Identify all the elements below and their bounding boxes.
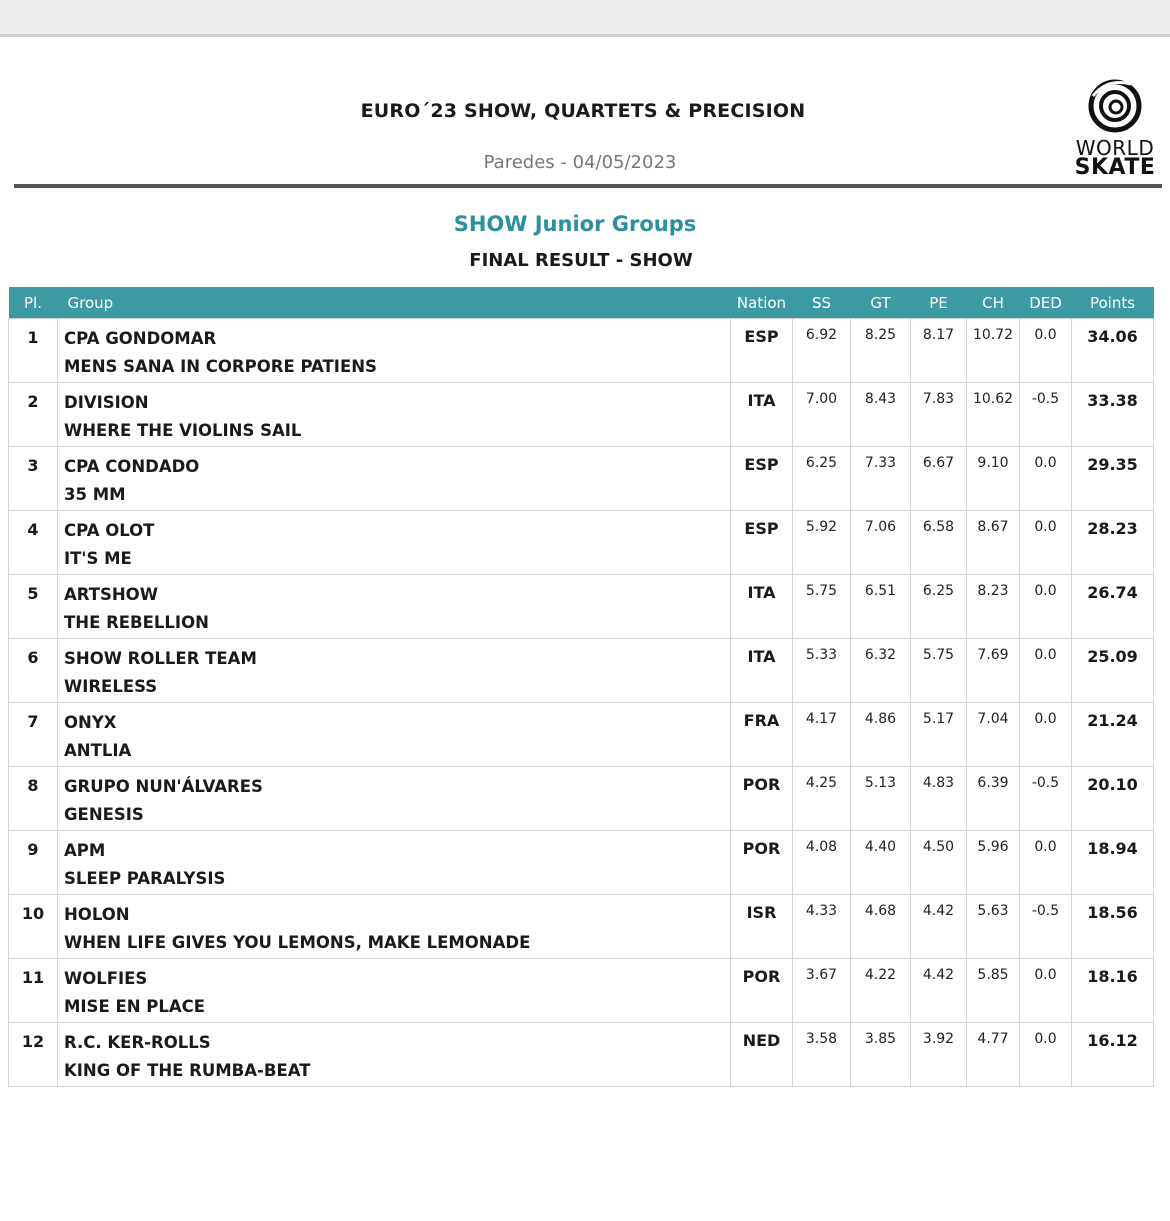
table-row xyxy=(9,703,1154,767)
nation-cell xyxy=(731,831,793,895)
table-row xyxy=(9,575,1154,639)
points-cell xyxy=(1072,447,1154,511)
table-row xyxy=(9,639,1154,703)
points-total: 28.23 xyxy=(1087,519,1138,538)
points-total: 20.10 xyxy=(1087,775,1138,794)
gt-score: 4.68 xyxy=(864,903,897,919)
pe-score: 7.83 xyxy=(922,391,955,407)
nation-cell xyxy=(731,383,793,447)
points-total: 34.06 xyxy=(1087,327,1138,346)
points-total: 18.16 xyxy=(1087,967,1138,986)
pe-score: 6.67 xyxy=(922,455,955,471)
group-cell xyxy=(58,1023,731,1087)
gt-cell xyxy=(851,511,911,575)
table-row xyxy=(9,767,1154,831)
category-title: SHOW Junior Groups xyxy=(453,212,697,236)
event-title: EURO´23 SHOW, QUARTETS & PRECISION xyxy=(360,100,806,122)
place-cell xyxy=(9,767,58,831)
group-cell xyxy=(58,319,731,383)
gt-score: 5.13 xyxy=(864,775,897,791)
ss-cell xyxy=(793,703,851,767)
ss-score: 5.75 xyxy=(805,583,838,599)
table-row xyxy=(9,1023,1154,1087)
nation-code: ESP xyxy=(744,327,779,346)
place-cell xyxy=(9,447,58,511)
place-number: 12 xyxy=(21,1032,45,1051)
points-total: 18.56 xyxy=(1087,903,1138,922)
ss-score: 4.33 xyxy=(805,903,838,919)
points-total: 26.74 xyxy=(1087,583,1138,602)
place-number: 7 xyxy=(27,712,39,731)
table-row xyxy=(9,959,1154,1023)
pe-score: 6.58 xyxy=(922,519,955,535)
ch-cell xyxy=(967,959,1020,1023)
place-number: 4 xyxy=(27,520,39,539)
ded-cell xyxy=(1020,959,1072,1023)
gt-cell xyxy=(851,831,911,895)
pe-cell xyxy=(911,895,967,959)
gt-cell xyxy=(851,703,911,767)
points-total: 18.94 xyxy=(1087,839,1138,858)
ch-cell xyxy=(967,1023,1020,1087)
place-cell xyxy=(9,895,58,959)
ss-cell xyxy=(793,575,851,639)
ch-cell xyxy=(967,639,1020,703)
nation-code: ITA xyxy=(747,647,776,666)
nation-code: ESP xyxy=(744,455,779,474)
pe-cell xyxy=(911,319,967,383)
ch-score: 6.39 xyxy=(977,775,1009,791)
pe-score: 3.92 xyxy=(922,1031,955,1047)
table-row xyxy=(9,447,1154,511)
ss-score: 6.25 xyxy=(805,455,838,471)
place-number: 8 xyxy=(27,776,39,795)
points-cell xyxy=(1072,639,1154,703)
browser-top-bar xyxy=(0,0,1170,37)
pe-score: 8.17 xyxy=(922,327,955,343)
ch-cell xyxy=(967,447,1020,511)
logo-text-skate: SKATE xyxy=(1074,155,1156,180)
nation-code: FRA xyxy=(743,711,780,730)
ss-score: 3.67 xyxy=(805,967,838,983)
event-location-date: Paredes - 04/05/2023 xyxy=(483,152,677,173)
program-name: GENESIS xyxy=(64,805,144,824)
ch-cell xyxy=(967,767,1020,831)
group-cell xyxy=(58,831,731,895)
ded-score: -0.5 xyxy=(1031,391,1060,407)
nation-code: NED xyxy=(742,1031,781,1050)
group-name: CPA GONDOMAR xyxy=(64,329,217,348)
results-table xyxy=(8,287,1154,1087)
col-header-nation: Nation xyxy=(731,287,793,319)
nation-cell xyxy=(731,959,793,1023)
group-cell xyxy=(58,575,731,639)
place-number: 11 xyxy=(21,968,45,987)
pe-score: 4.83 xyxy=(922,775,955,791)
ded-cell xyxy=(1020,895,1072,959)
group-name: HOLON xyxy=(64,905,130,924)
nation-cell xyxy=(731,895,793,959)
ded-cell xyxy=(1020,447,1072,511)
ch-cell xyxy=(967,511,1020,575)
pe-score: 5.75 xyxy=(922,647,955,663)
place-number: 5 xyxy=(27,584,39,603)
col-header-group: Group xyxy=(58,287,731,319)
nation-cell xyxy=(731,703,793,767)
ss-score: 5.33 xyxy=(805,647,838,663)
gt-cell xyxy=(851,447,911,511)
pe-score: 4.50 xyxy=(922,839,955,855)
points-total: 33.38 xyxy=(1087,391,1138,410)
group-name: R.C. KER-ROLLS xyxy=(64,1033,211,1052)
place-number: 3 xyxy=(27,456,39,475)
nation-cell xyxy=(731,639,793,703)
nation-cell xyxy=(731,575,793,639)
ded-score: 0.0 xyxy=(1034,583,1057,599)
nation-cell xyxy=(731,767,793,831)
program-name: WHERE THE VIOLINS SAIL xyxy=(64,421,302,440)
ded-score: 0.0 xyxy=(1034,327,1057,343)
ss-cell xyxy=(793,511,851,575)
points-cell xyxy=(1072,575,1154,639)
points-total: 25.09 xyxy=(1087,647,1138,666)
ss-cell xyxy=(793,831,851,895)
nation-cell xyxy=(731,319,793,383)
group-name: SHOW ROLLER TEAM xyxy=(64,649,257,668)
ss-cell xyxy=(793,639,851,703)
ss-score: 4.17 xyxy=(805,711,838,727)
ded-cell xyxy=(1020,1023,1072,1087)
col-header-ss: SS xyxy=(793,287,851,319)
gt-score: 7.06 xyxy=(864,519,897,535)
ss-cell xyxy=(793,959,851,1023)
place-cell xyxy=(9,703,58,767)
header-divider xyxy=(14,184,1162,188)
ded-score: 0.0 xyxy=(1034,455,1057,471)
table-row xyxy=(9,831,1154,895)
ded-cell xyxy=(1020,319,1072,383)
gt-cell xyxy=(851,575,911,639)
program-name: KING OF THE RUMBA-BEAT xyxy=(64,1061,311,1080)
ch-score: 4.77 xyxy=(977,1031,1009,1047)
ch-score: 5.85 xyxy=(977,967,1009,983)
group-cell xyxy=(58,703,731,767)
ch-cell xyxy=(967,703,1020,767)
ch-cell xyxy=(967,383,1020,447)
nation-cell xyxy=(731,511,793,575)
place-cell xyxy=(9,511,58,575)
group-cell xyxy=(58,639,731,703)
gt-score: 7.33 xyxy=(864,455,897,471)
group-name: GRUPO NUN'ÁLVARES xyxy=(64,777,263,796)
points-total: 16.12 xyxy=(1087,1031,1138,1050)
ss-score: 6.92 xyxy=(805,327,838,343)
nation-code: ITA xyxy=(747,583,776,602)
place-cell xyxy=(9,383,58,447)
nation-cell xyxy=(731,1023,793,1087)
program-name: WIRELESS xyxy=(64,677,158,696)
program-name: THE REBELLION xyxy=(64,613,209,632)
pe-score: 4.42 xyxy=(922,903,955,919)
points-cell xyxy=(1072,959,1154,1023)
pe-score: 6.25 xyxy=(922,583,955,599)
pe-score: 5.17 xyxy=(922,711,955,727)
points-cell xyxy=(1072,319,1154,383)
nation-code: ESP xyxy=(744,519,779,538)
nation-code: POR xyxy=(742,839,781,858)
program-name: MISE EN PLACE xyxy=(64,997,206,1016)
points-total: 29.35 xyxy=(1087,455,1138,474)
gt-cell xyxy=(851,1023,911,1087)
gt-score: 6.51 xyxy=(864,583,897,599)
points-cell xyxy=(1072,511,1154,575)
pe-cell xyxy=(911,383,967,447)
pe-cell xyxy=(911,575,967,639)
pe-score: 4.42 xyxy=(922,967,955,983)
ded-cell xyxy=(1020,831,1072,895)
place-cell xyxy=(9,1023,58,1087)
points-cell xyxy=(1072,703,1154,767)
ded-score: 0.0 xyxy=(1034,519,1057,535)
ded-cell xyxy=(1020,575,1072,639)
group-cell xyxy=(58,767,731,831)
ch-cell xyxy=(967,895,1020,959)
gt-score: 6.32 xyxy=(864,647,897,663)
ch-score: 9.10 xyxy=(977,455,1009,471)
program-name: IT'S ME xyxy=(64,549,132,568)
table-row xyxy=(9,895,1154,959)
group-name: ONYX xyxy=(64,713,117,732)
ded-cell xyxy=(1020,639,1072,703)
group-name: WOLFIES xyxy=(64,969,148,988)
ded-score: 0.0 xyxy=(1034,711,1057,727)
ded-score: -0.5 xyxy=(1031,903,1060,919)
world-skate-logo-icon xyxy=(1087,76,1143,136)
gt-score: 4.22 xyxy=(864,967,897,983)
col-header-points: Points xyxy=(1072,287,1154,319)
ss-score: 3.58 xyxy=(805,1031,838,1047)
gt-score: 4.40 xyxy=(864,839,897,855)
ss-cell xyxy=(793,767,851,831)
ch-score: 5.63 xyxy=(977,903,1009,919)
ch-score: 7.04 xyxy=(977,711,1009,727)
pe-cell xyxy=(911,447,967,511)
ded-score: 0.0 xyxy=(1034,967,1057,983)
ss-score: 4.25 xyxy=(805,775,838,791)
ded-score: 0.0 xyxy=(1034,839,1057,855)
ch-cell xyxy=(967,831,1020,895)
table-row xyxy=(9,511,1154,575)
col-header-ch: CH xyxy=(967,287,1020,319)
ch-score: 8.67 xyxy=(977,519,1009,535)
program-name: ANTLIA xyxy=(64,741,132,760)
ch-score: 8.23 xyxy=(977,583,1009,599)
col-header-gt: GT xyxy=(851,287,911,319)
points-cell xyxy=(1072,831,1154,895)
ss-cell xyxy=(793,895,851,959)
points-cell xyxy=(1072,895,1154,959)
pe-cell xyxy=(911,831,967,895)
ss-cell xyxy=(793,319,851,383)
gt-score: 3.85 xyxy=(864,1031,897,1047)
points-cell xyxy=(1072,767,1154,831)
ded-score: 0.0 xyxy=(1034,647,1057,663)
ss-score: 4.08 xyxy=(805,839,838,855)
result-subtitle: FINAL RESULT - SHOW xyxy=(469,250,693,271)
program-name: WHEN LIFE GIVES YOU LEMONS, MAKE LEMONADE xyxy=(64,933,531,952)
ded-score: -0.5 xyxy=(1031,775,1060,791)
pe-cell xyxy=(911,959,967,1023)
ss-score: 7.00 xyxy=(805,391,838,407)
group-cell xyxy=(58,383,731,447)
pe-cell xyxy=(911,639,967,703)
group-name: ARTSHOW xyxy=(64,585,158,604)
program-name: MENS SANA IN CORPORE PATIENS xyxy=(64,357,377,376)
nation-code: ISR xyxy=(746,903,777,922)
program-name: 35 MM xyxy=(64,485,126,504)
gt-cell xyxy=(851,767,911,831)
group-name: CPA CONDADO xyxy=(64,457,200,476)
points-cell xyxy=(1072,1023,1154,1087)
ch-cell xyxy=(967,575,1020,639)
place-number: 1 xyxy=(27,328,39,347)
group-name: CPA OLOT xyxy=(64,521,155,540)
ch-cell xyxy=(967,319,1020,383)
group-cell xyxy=(58,895,731,959)
nation-code: POR xyxy=(742,775,781,794)
pe-cell xyxy=(911,767,967,831)
place-number: 9 xyxy=(27,840,39,859)
ss-cell xyxy=(793,447,851,511)
program-name: SLEEP PARALYSIS xyxy=(64,869,226,888)
place-cell xyxy=(9,639,58,703)
ded-score: 0.0 xyxy=(1034,1031,1057,1047)
group-cell xyxy=(58,447,731,511)
pe-cell xyxy=(911,1023,967,1087)
ded-cell xyxy=(1020,703,1072,767)
place-cell xyxy=(9,831,58,895)
nation-cell xyxy=(731,447,793,511)
place-number: 10 xyxy=(21,904,45,923)
table-row xyxy=(9,319,1154,383)
ded-cell xyxy=(1020,511,1072,575)
place-cell xyxy=(9,319,58,383)
col-header-ded: DED xyxy=(1020,287,1072,319)
place-number: 2 xyxy=(27,392,39,411)
table-header-row xyxy=(9,287,1154,319)
nation-code: ITA xyxy=(747,391,776,410)
group-name: DIVISION xyxy=(64,393,149,412)
group-cell xyxy=(58,511,731,575)
points-total: 21.24 xyxy=(1087,711,1138,730)
gt-cell xyxy=(851,895,911,959)
ch-score: 10.72 xyxy=(972,327,1014,343)
pe-cell xyxy=(911,511,967,575)
gt-cell xyxy=(851,319,911,383)
gt-score: 8.43 xyxy=(864,391,897,407)
gt-score: 4.86 xyxy=(864,711,897,727)
place-number: 6 xyxy=(27,648,39,667)
gt-cell xyxy=(851,639,911,703)
ss-cell xyxy=(793,1023,851,1087)
table-row xyxy=(9,383,1154,447)
gt-score: 8.25 xyxy=(864,327,897,343)
nation-code: POR xyxy=(742,967,781,986)
ch-score: 10.62 xyxy=(972,391,1014,407)
place-cell xyxy=(9,959,58,1023)
gt-cell xyxy=(851,383,911,447)
group-name: APM xyxy=(64,841,106,860)
pe-cell xyxy=(911,703,967,767)
col-header-place: Pl. xyxy=(9,287,58,319)
points-cell xyxy=(1072,383,1154,447)
ded-cell xyxy=(1020,383,1072,447)
ss-cell xyxy=(793,383,851,447)
ded-cell xyxy=(1020,767,1072,831)
group-cell xyxy=(58,959,731,1023)
ch-score: 7.69 xyxy=(977,647,1009,663)
ch-score: 5.96 xyxy=(977,839,1009,855)
ss-score: 5.92 xyxy=(805,519,838,535)
logo-text-world: WORLD xyxy=(1075,136,1155,160)
world-skate-logo xyxy=(1072,76,1158,180)
col-header-pe: PE xyxy=(911,287,967,319)
gt-cell xyxy=(851,959,911,1023)
place-cell xyxy=(9,575,58,639)
